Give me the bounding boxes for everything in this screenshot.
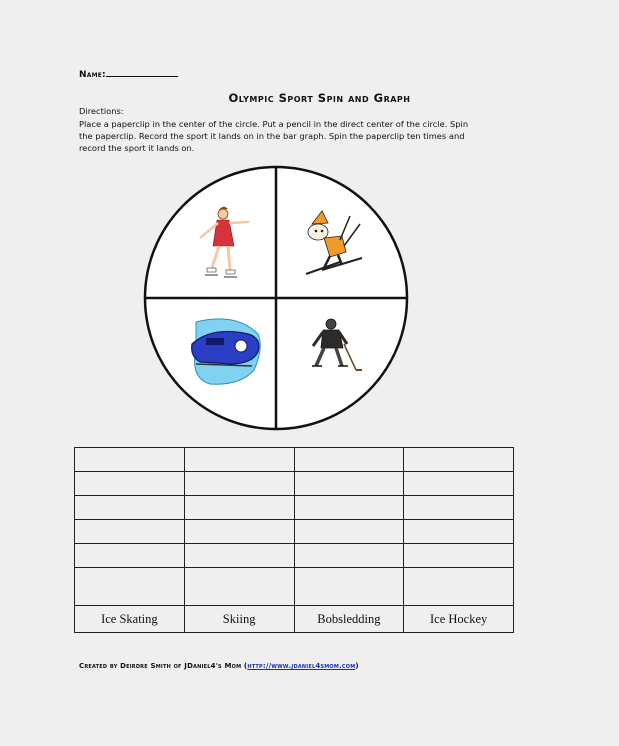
graph-cell[interactable] <box>75 520 185 544</box>
graph-cell[interactable] <box>184 472 294 496</box>
column-label-bobsledding: Bobsledding <box>294 606 404 633</box>
graph-cell[interactable] <box>184 544 294 568</box>
graph-cell[interactable] <box>75 568 185 606</box>
column-label-ice-hockey: Ice Hockey <box>404 606 514 633</box>
credit-line <box>79 662 359 670</box>
credit-link[interactable]: http://www.jdaniel4smom.com <box>247 662 356 670</box>
graph-cell[interactable] <box>184 448 294 472</box>
graph-cell[interactable] <box>404 568 514 606</box>
credit-suffix: ) <box>355 662 359 670</box>
graph-cell[interactable] <box>75 496 185 520</box>
graph-cell[interactable] <box>184 496 294 520</box>
graph-cell[interactable] <box>404 520 514 544</box>
column-label-skiing: Skiing <box>184 606 294 633</box>
graph-cell[interactable] <box>294 568 404 606</box>
directions-text: Place a paperclip in the center of the circle. Put a pencil in the direct center of the circle. Spin the paperclip. Record the sport it lands on in the bar graph. Spin the paperclip ten times and record the sport it lands on. <box>79 119 469 153</box>
graph-cell[interactable] <box>184 568 294 606</box>
credit-prefix: Created by Deirdre Smith of JDaniel4's Mom ( <box>79 662 248 670</box>
graph-cell[interactable] <box>294 544 404 568</box>
graph-cell[interactable] <box>404 448 514 472</box>
name-label: Name: <box>79 70 106 80</box>
graph-cell[interactable] <box>294 472 404 496</box>
bobsled-icon <box>192 319 261 384</box>
graph-cell[interactable] <box>184 520 294 544</box>
graph-cell[interactable] <box>75 472 185 496</box>
graph-cell[interactable] <box>75 544 185 568</box>
graph-cell[interactable] <box>404 544 514 568</box>
graph-cell[interactable] <box>404 496 514 520</box>
graph-cell[interactable] <box>75 448 185 472</box>
graph-cell[interactable] <box>294 448 404 472</box>
graph-cell[interactable] <box>294 496 404 520</box>
graph-cell[interactable] <box>294 520 404 544</box>
directions-label: Directions: <box>79 106 124 116</box>
bar-graph-grid <box>74 447 514 633</box>
column-label-ice-skating: Ice Skating <box>75 606 185 633</box>
page-title: Olympic Sport Spin and Graph <box>228 91 411 105</box>
graph-cell[interactable] <box>404 472 514 496</box>
